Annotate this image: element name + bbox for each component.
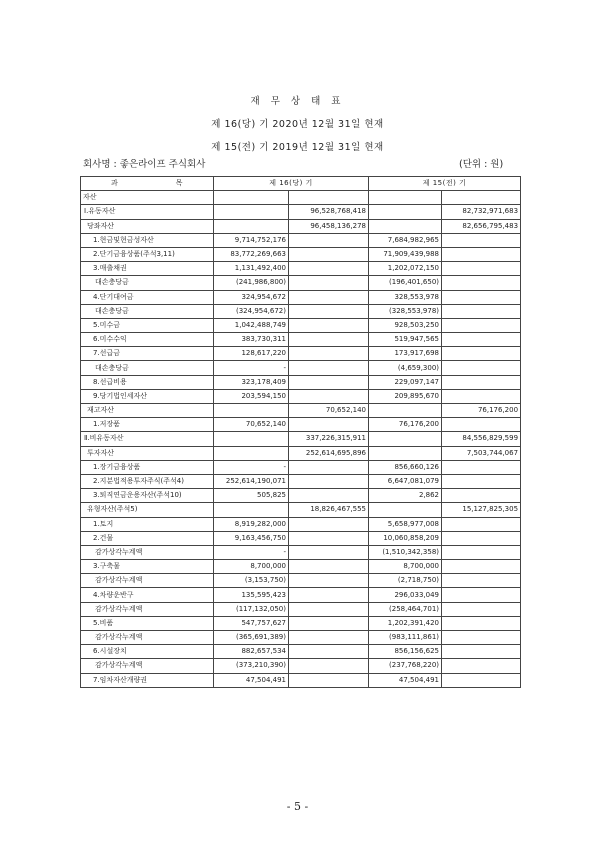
prior-subtotal-amount: [442, 560, 521, 574]
current-detail-amount: 135,595,423: [214, 588, 289, 602]
row-label: 2.단기금융상품(주석3,11): [81, 247, 214, 261]
table-row: [81, 233, 521, 247]
prior-subtotal-amount: [442, 389, 521, 403]
row-label: 4.차량운반구: [81, 588, 214, 602]
current-detail-amount: 203,594,150: [214, 389, 289, 403]
row-label: 투자자산: [81, 446, 214, 460]
prior-detail-amount: (2,718,750): [369, 574, 442, 588]
row-label: 감가상각누계액: [81, 631, 214, 645]
prior-subtotal-amount: [442, 673, 521, 687]
row-label: 감가상각누계액: [81, 574, 214, 588]
prior-subtotal-amount: [442, 517, 521, 531]
table-row: [81, 588, 521, 602]
row-label: 감가상각누계액: [81, 545, 214, 559]
current-subtotal-amount: [289, 616, 369, 630]
table-row: [81, 290, 521, 304]
column-header-item: [81, 177, 214, 191]
row-label: 7.선급금: [81, 347, 214, 361]
table-row: [81, 560, 521, 574]
prior-subtotal-amount: [442, 247, 521, 261]
prior-subtotal-amount: [442, 631, 521, 645]
current-subtotal-amount: [289, 347, 369, 361]
prior-detail-amount: (258,464,701): [369, 602, 442, 616]
table-row: [81, 531, 521, 545]
row-label: 4.단기대여금: [81, 290, 214, 304]
current-detail-amount: (365,691,389): [214, 631, 289, 645]
current-detail-amount: 882,657,534: [214, 645, 289, 659]
current-subtotal-amount: [289, 517, 369, 531]
prior-subtotal-amount: [442, 489, 521, 503]
current-detail-amount: (117,132,050): [214, 602, 289, 616]
current-subtotal-amount: [289, 333, 369, 347]
unit-label: (단위 : 원): [459, 159, 504, 170]
prior-subtotal-amount: [442, 347, 521, 361]
row-label: 대손충당금: [81, 276, 214, 290]
prior-subtotal-amount: [442, 460, 521, 474]
prior-detail-amount: 328,553,978: [369, 290, 442, 304]
current-subtotal-amount: [289, 361, 369, 375]
table-row: [81, 631, 521, 645]
current-detail-amount: [214, 446, 289, 460]
current-subtotal-amount: 337,226,315,911: [289, 432, 369, 446]
current-detail-amount: [214, 432, 289, 446]
row-label: 1.현금및현금성자산: [81, 233, 214, 247]
table-row: [81, 333, 521, 347]
current-subtotal-amount: [289, 588, 369, 602]
prior-detail-amount: 2,862: [369, 489, 442, 503]
current-subtotal-amount: [289, 474, 369, 488]
current-subtotal-amount: 96,458,136,278: [289, 219, 369, 233]
current-detail-amount: 324,954,672: [214, 290, 289, 304]
current-subtotal-amount: [289, 673, 369, 687]
current-detail-amount: 383,730,311: [214, 333, 289, 347]
row-label: 1.장기금융상품: [81, 460, 214, 474]
current-detail-amount: 83,772,269,663: [214, 247, 289, 261]
table-row: [81, 460, 521, 474]
current-detail-amount: 1,042,488,749: [214, 318, 289, 332]
table-row: [81, 375, 521, 389]
prior-detail-amount: 8,700,000: [369, 560, 442, 574]
prior-subtotal-amount: [442, 361, 521, 375]
table-row: [81, 489, 521, 503]
row-label: 대손충당금: [81, 304, 214, 318]
prior-detail-amount: [369, 432, 442, 446]
table-row: [81, 474, 521, 488]
current-detail-amount: 128,617,220: [214, 347, 289, 361]
current-detail-amount: 323,178,409: [214, 375, 289, 389]
row-label: 감가상각누계액: [81, 602, 214, 616]
table-row: [81, 418, 521, 432]
prior-detail-amount: 10,060,858,209: [369, 531, 442, 545]
row-label: Ⅱ.비유동자산: [81, 432, 214, 446]
current-detail-amount: 8,919,282,000: [214, 517, 289, 531]
prior-detail-amount: 71,909,439,988: [369, 247, 442, 261]
current-subtotal-amount: [289, 247, 369, 261]
prior-detail-amount: 1,202,391,420: [369, 616, 442, 630]
row-label: 1.저장품: [81, 418, 214, 432]
table-row: [81, 247, 521, 261]
table-row: [81, 446, 521, 460]
table-row: [81, 404, 521, 418]
table-row: [81, 602, 521, 616]
prior-detail-amount: 209,895,670: [369, 389, 442, 403]
table-row: [81, 574, 521, 588]
row-label: 유형자산(주석5): [81, 503, 214, 517]
prior-subtotal-amount: [442, 418, 521, 432]
current-subtotal-amount: [289, 631, 369, 645]
current-detail-amount: -: [214, 545, 289, 559]
current-detail-amount: 1,131,492,400: [214, 262, 289, 276]
current-subtotal-amount: 252,614,695,896: [289, 446, 369, 460]
table-row: [81, 645, 521, 659]
column-header-prior: 제 15(전) 기: [369, 177, 521, 191]
prior-subtotal-amount: [442, 375, 521, 389]
current-subtotal-amount: [289, 545, 369, 559]
column-header-item-right: 목: [175, 179, 183, 188]
prior-detail-amount: 519,947,565: [369, 333, 442, 347]
table-row: [81, 659, 521, 673]
current-detail-amount: (241,986,800): [214, 276, 289, 290]
period-prior: 제 15(전) 기 2019년 12월 31일 현재: [211, 142, 384, 153]
table-row: [81, 262, 521, 276]
prior-subtotal-amount: [442, 588, 521, 602]
prior-detail-amount: 173,917,698: [369, 347, 442, 361]
row-label: 6.미수수익: [81, 333, 214, 347]
prior-subtotal-amount: 84,556,829,599: [442, 432, 521, 446]
row-label: 7.임차자산개량권: [81, 673, 214, 687]
prior-detail-amount: 5,658,977,008: [369, 517, 442, 531]
table-row: [81, 432, 521, 446]
current-subtotal-amount: [289, 233, 369, 247]
prior-detail-amount: [369, 446, 442, 460]
prior-detail-amount: [369, 205, 442, 219]
row-label: 대손충당금: [81, 361, 214, 375]
current-subtotal-amount: [289, 574, 369, 588]
prior-subtotal-amount: 82,656,795,483: [442, 219, 521, 233]
current-detail-amount: [214, 219, 289, 233]
current-detail-amount: 9,714,752,176: [214, 233, 289, 247]
row-label: 9.당기법인세자산: [81, 389, 214, 403]
current-subtotal-amount: [289, 290, 369, 304]
prior-subtotal-amount: [442, 318, 521, 332]
prior-detail-amount: 296,033,049: [369, 588, 442, 602]
current-subtotal-amount: [289, 318, 369, 332]
current-subtotal-amount: [289, 460, 369, 474]
current-detail-amount: 505,825: [214, 489, 289, 503]
prior-subtotal-amount: [442, 276, 521, 290]
current-subtotal-amount: [289, 191, 369, 205]
row-label: 5.미수금: [81, 318, 214, 332]
column-header-current: 제 16(당) 기: [214, 177, 369, 191]
table-row: [81, 276, 521, 290]
prior-subtotal-amount: [442, 616, 521, 630]
table-row: [81, 503, 521, 517]
prior-subtotal-amount: [442, 474, 521, 488]
prior-subtotal-amount: 15,127,825,305: [442, 503, 521, 517]
table-row: [81, 304, 521, 318]
row-label: 6.시설장치: [81, 645, 214, 659]
current-subtotal-amount: [289, 375, 369, 389]
current-subtotal-amount: [289, 262, 369, 276]
prior-detail-amount: 7,684,982,965: [369, 233, 442, 247]
balance-sheet-table: [80, 176, 521, 688]
prior-subtotal-amount: [442, 262, 521, 276]
current-subtotal-amount: [289, 645, 369, 659]
current-detail-amount: 70,652,140: [214, 418, 289, 432]
current-subtotal-amount: [289, 389, 369, 403]
row-label: Ⅰ.유동자산: [81, 205, 214, 219]
table-row: [81, 205, 521, 219]
current-detail-amount: 47,504,491: [214, 673, 289, 687]
prior-subtotal-amount: 76,176,200: [442, 404, 521, 418]
period-current: 제 16(당) 기 2020년 12월 31일 현재: [211, 119, 384, 130]
prior-detail-amount: (4,659,300): [369, 361, 442, 375]
current-detail-amount: [214, 191, 289, 205]
current-subtotal-amount: 96,528,768,418: [289, 205, 369, 219]
current-detail-amount: 547,757,627: [214, 616, 289, 630]
prior-subtotal-amount: [442, 233, 521, 247]
prior-detail-amount: (237,768,220): [369, 659, 442, 673]
row-label: 2.지분법적용투자주식(주석4): [81, 474, 214, 488]
current-subtotal-amount: [289, 276, 369, 290]
current-subtotal-amount: [289, 602, 369, 616]
current-detail-amount: -: [214, 460, 289, 474]
current-detail-amount: [214, 404, 289, 418]
page-number: - 5 -: [286, 800, 309, 813]
table-row: [81, 347, 521, 361]
table-header-row: [81, 177, 521, 191]
current-detail-amount: [214, 503, 289, 517]
current-detail-amount: -: [214, 361, 289, 375]
row-label: 3.구축물: [81, 560, 214, 574]
table-row: [81, 318, 521, 332]
current-subtotal-amount: [289, 418, 369, 432]
prior-subtotal-amount: [442, 191, 521, 205]
prior-detail-amount: 928,503,250: [369, 318, 442, 332]
prior-subtotal-amount: [442, 304, 521, 318]
prior-detail-amount: (328,553,978): [369, 304, 442, 318]
row-label: 재고자산: [81, 404, 214, 418]
row-label: 3.퇴직연금운용자산(주석10): [81, 489, 214, 503]
prior-subtotal-amount: [442, 290, 521, 304]
prior-detail-amount: 6,647,081,079: [369, 474, 442, 488]
prior-detail-amount: (1,510,342,358): [369, 545, 442, 559]
prior-subtotal-amount: [442, 531, 521, 545]
row-label: 자산: [81, 191, 214, 205]
row-label: 8.선급비용: [81, 375, 214, 389]
prior-detail-amount: (196,401,650): [369, 276, 442, 290]
document-title: 재 무 상 태 표: [250, 96, 345, 107]
prior-detail-amount: 47,504,491: [369, 673, 442, 687]
current-subtotal-amount: 18,826,467,555: [289, 503, 369, 517]
prior-subtotal-amount: [442, 659, 521, 673]
current-detail-amount: (324,954,672): [214, 304, 289, 318]
current-detail-amount: [214, 205, 289, 219]
prior-subtotal-amount: [442, 545, 521, 559]
table-row: [81, 361, 521, 375]
table-row: [81, 673, 521, 687]
prior-detail-amount: (983,111,861): [369, 631, 442, 645]
table-row: [81, 616, 521, 630]
table-row: [81, 219, 521, 233]
column-header-item-left: 과: [111, 179, 119, 188]
current-detail-amount: 9,163,456,750: [214, 531, 289, 545]
prior-subtotal-amount: 7,503,744,067: [442, 446, 521, 460]
row-label: 당좌자산: [81, 219, 214, 233]
prior-detail-amount: 76,176,200: [369, 418, 442, 432]
current-subtotal-amount: [289, 531, 369, 545]
row-label: 5.비품: [81, 616, 214, 630]
prior-subtotal-amount: [442, 333, 521, 347]
prior-detail-amount: [369, 191, 442, 205]
table-row: [81, 191, 521, 205]
prior-detail-amount: 1,202,072,150: [369, 262, 442, 276]
row-label: 1.토지: [81, 517, 214, 531]
prior-detail-amount: 229,097,147: [369, 375, 442, 389]
current-detail-amount: 252,614,190,071: [214, 474, 289, 488]
prior-detail-amount: 856,156,625: [369, 645, 442, 659]
current-subtotal-amount: [289, 489, 369, 503]
row-label: 감가상각누계액: [81, 659, 214, 673]
row-label: 2.건물: [81, 531, 214, 545]
current-subtotal-amount: [289, 304, 369, 318]
prior-detail-amount: [369, 404, 442, 418]
prior-subtotal-amount: [442, 602, 521, 616]
table-row: [81, 517, 521, 531]
current-subtotal-amount: [289, 560, 369, 574]
current-subtotal-amount: 70,652,140: [289, 404, 369, 418]
company-name: 회사명 : 좋은라이프 주식회사: [83, 159, 206, 170]
prior-subtotal-amount: 82,732,971,683: [442, 205, 521, 219]
table-row: [81, 389, 521, 403]
prior-detail-amount: 856,660,126: [369, 460, 442, 474]
current-detail-amount: (3,153,750): [214, 574, 289, 588]
prior-subtotal-amount: [442, 574, 521, 588]
prior-subtotal-amount: [442, 645, 521, 659]
prior-detail-amount: [369, 503, 442, 517]
current-detail-amount: 8,700,000: [214, 560, 289, 574]
table-row: [81, 545, 521, 559]
row-label: 3.매출채권: [81, 262, 214, 276]
prior-detail-amount: [369, 219, 442, 233]
current-subtotal-amount: [289, 659, 369, 673]
current-detail-amount: (373,210,390): [214, 659, 289, 673]
